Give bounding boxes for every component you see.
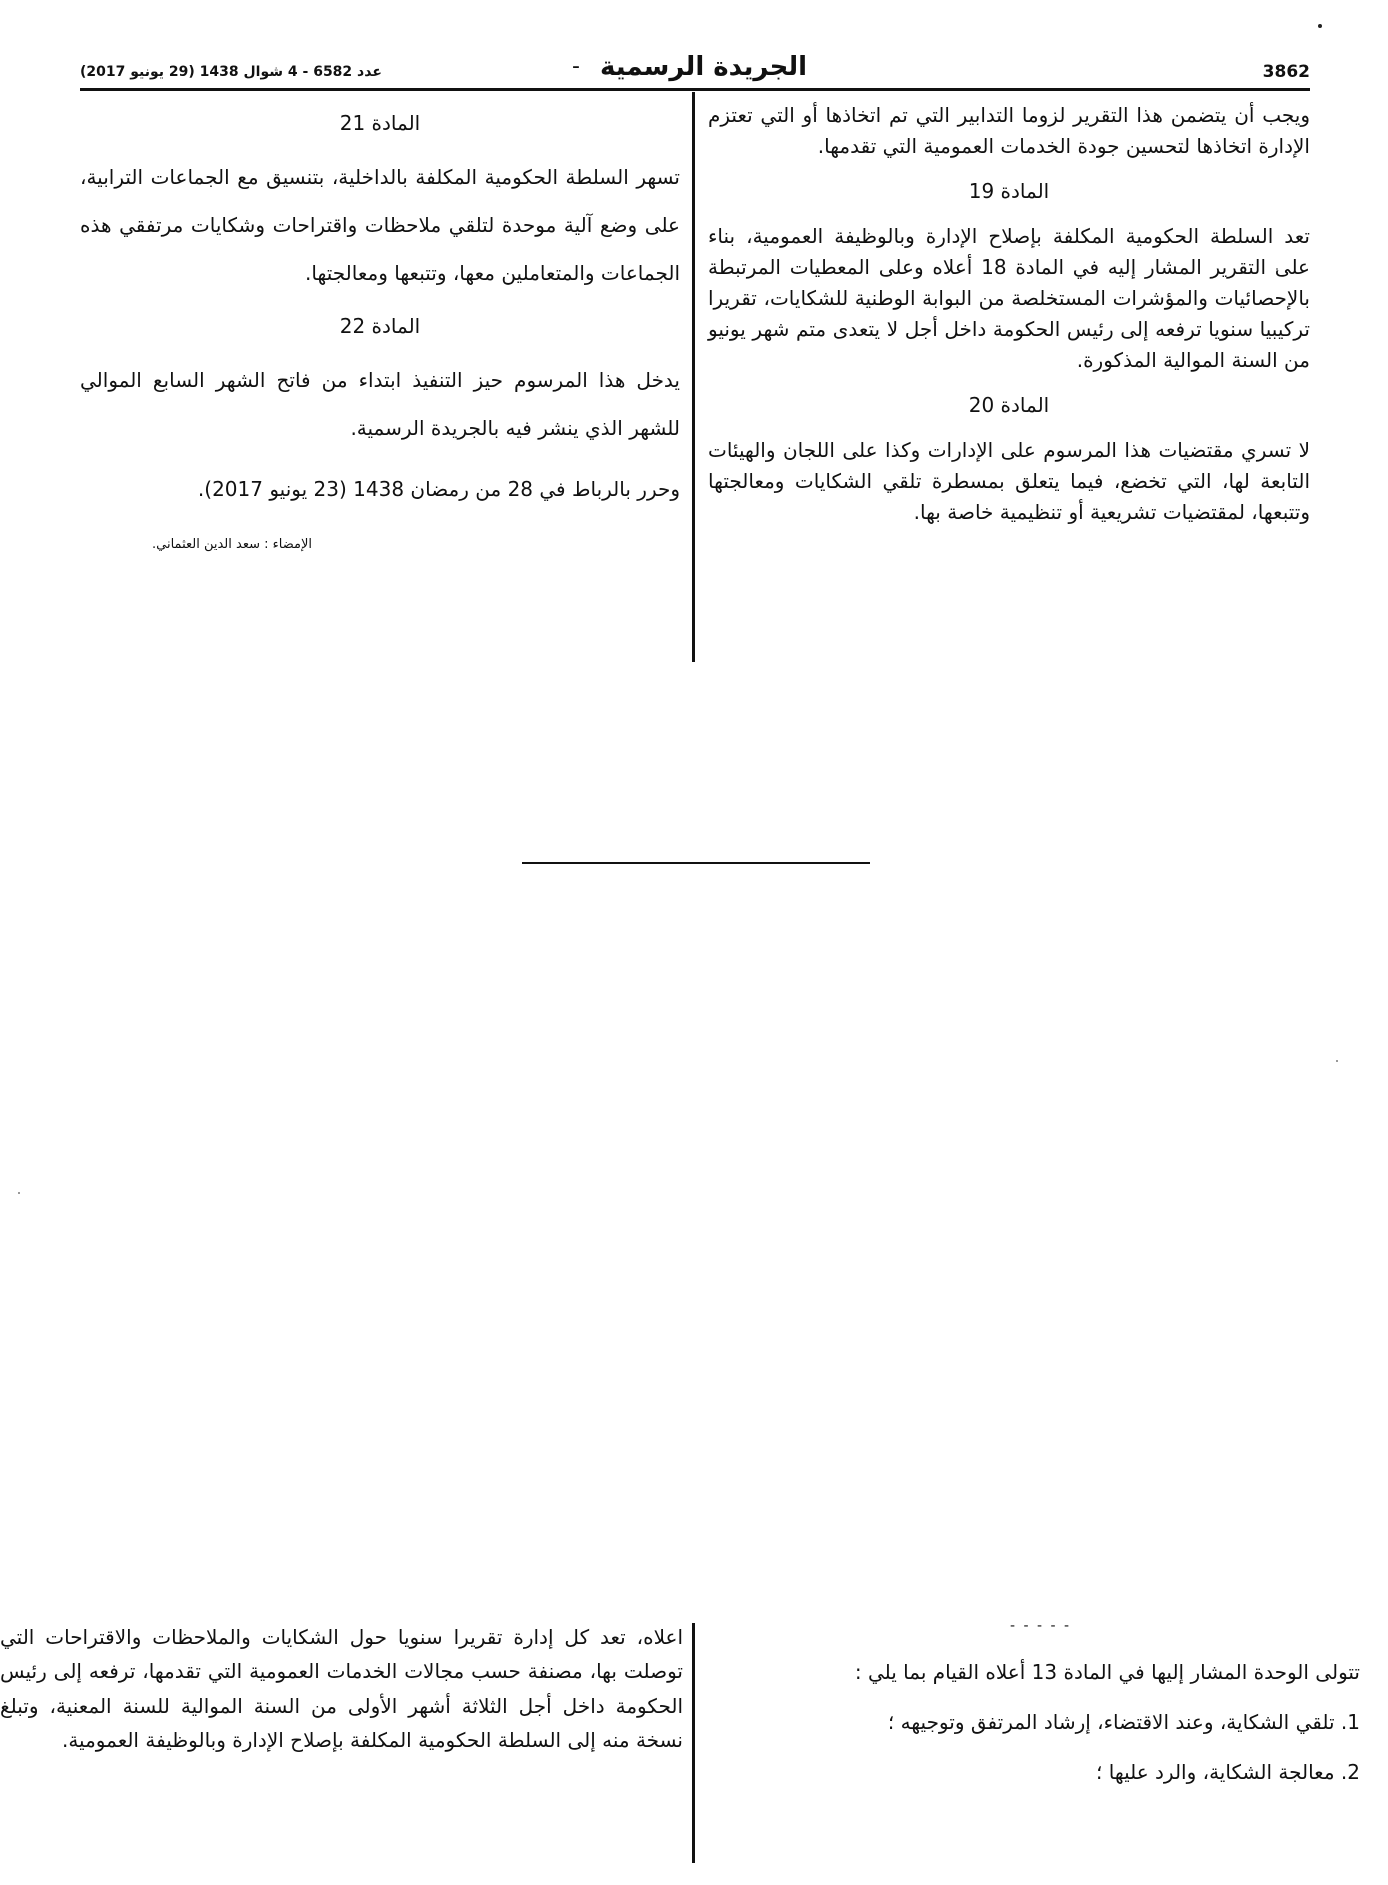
bottom-left-text: اعلاه، تعد كل إدارة تقريرا سنويا حول الشكايات والملاحظات والاقتراحات التي توصلت بها، مصنفة حسب مجالات الخدمات العمومية التي تقدمها، ترفعه إلى رئيس الحكومة داخل أجل الثلاثة أشهر الأولى من السنة الموالية للسنة المعنية، وتبلغ نسخة منه إلى السلطة الحكومية المكلفة بإصلاح الإدارة وبالوظيفة العمومية. — [0, 1625, 683, 1753]
scan-speck — [1318, 24, 1322, 28]
bottom-right-intro: تتولى الوحدة المشار إليها في المادة 13 أعلاه القيام بما يلي : — [854, 1660, 1360, 1684]
left-column — [80, 108, 680, 555]
article-21-text: تسهر السلطة الحكومية المكلفة بالداخلية، بتنسيق مع الجماعات الترابية، على وضع آلية موحدة لتلقي ملاحظات واقتراحات وشكايات مرتفقي هذه الجماعات والمتعاملين معها، وتتبعها ومعالجتها. — [80, 165, 680, 285]
signature: الإمضاء : سعد الدين العثماني. — [152, 537, 312, 552]
bottom-right-fragment — [760, 1660, 1360, 1810]
scan-speck — [18, 1192, 20, 1194]
scan-speck — [1336, 1060, 1338, 1062]
right-column — [708, 100, 1310, 528]
list-item: 1. تلقي الشكاية، وعند الاقتضاء، إرشاد المرتفق وتوجيهه ؛ — [887, 1710, 1360, 1734]
gazette-title: الجريدة الرسمية — [600, 52, 807, 82]
list-item: 2. معالجة الشكاية، والرد عليها ؛ — [1096, 1760, 1360, 1784]
article-20-text: لا تسري مقتضيات هذا المرسوم على الإدارات وكذا على اللجان والهيئات التابعة لها، التي تخضع، فيما يتعلق بمسطرة تلقي الشكايات ومعالجتها وتتبعها، لمقتضيات تشريعية أو تنظيمية خاصة بها. — [708, 438, 1310, 524]
bottom-left-fragment — [0, 1620, 683, 1758]
article-22-heading: المادة 22 — [339, 314, 421, 338]
column-divider — [692, 92, 695, 662]
page-header — [80, 48, 1310, 88]
section-separator — [522, 862, 870, 864]
article-19-text: تعد السلطة الحكومية المكلفة بإصلاح الإدارة وبالوظيفة العمومية، بناء على التقرير المشار إليه في المادة 18 أعلاه وعلى المعطيات المرتبطة بالإحصائيات والمؤشرات المستخلصة من البوابة الوطنية للشكايات، تقريرا تركيبيا سنويا ترفعه إلى رئيس الحكومة داخل أجل لا يتعدى متم شهر يونيو من السنة الموالية المذكورة. — [708, 224, 1310, 372]
header-rule — [80, 88, 1310, 91]
article-19-heading: المادة 19 — [968, 179, 1050, 203]
page-number: 3862 — [1262, 62, 1310, 82]
bottom-dashes: - - - - - — [1010, 1618, 1072, 1634]
issue-info: عدد 6582 - 4 شوال 1438 (29 يونيو 2017) — [80, 64, 382, 80]
header-dash: - — [572, 54, 580, 79]
intro-paragraph: ويجب أن يتضمن هذا التقرير لزوما التدابير التي تم اتخاذها أو التي تعتزم الإدارة اتخاذها لتحسين جودة الخدمات العمومية التي تقدمها. — [708, 103, 1310, 158]
article-21-heading: المادة 21 — [339, 111, 421, 135]
signed-at: وحرر بالرباط في 28 من رمضان 1438 (23 يونيو 2017). — [197, 477, 680, 501]
article-20-heading: المادة 20 — [968, 393, 1050, 417]
bottom-column-divider — [692, 1623, 695, 1863]
article-22-text: يدخل هذا المرسوم حيز التنفيذ ابتداء من فاتح الشهر السابع الموالي للشهر الذي ينشر فيه بالجريدة الرسمية. — [80, 368, 680, 440]
